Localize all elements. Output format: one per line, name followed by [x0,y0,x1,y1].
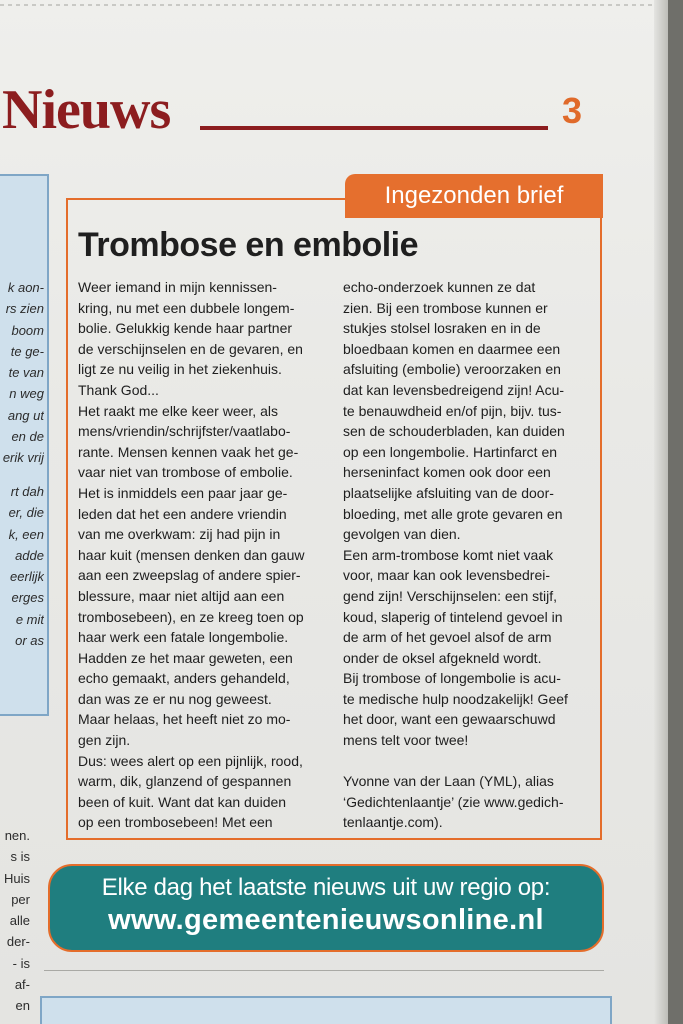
fragment-text-line: en [15,998,30,1014]
article-text-line: echo gemaakt, anders gehandeld, [78,670,290,687]
fragment-text-line: boom [11,322,44,338]
banner-tagline: Elke dag het laatste nieuws uit uw regio op: [101,874,551,901]
article-text-line: been of kuit. Want dat kan duiden [78,793,287,810]
article-text-line: haar kuit (mensen denken dan gauw [78,546,305,563]
article-column-left [78,277,326,833]
article-text-line: Dus: wees alert op een pijnlijk, rood, [78,752,303,769]
article-text-line: Hadden ze het maar geweten, een [78,649,293,666]
fragment-text-line: k aon- [7,280,44,295]
article-text-line: Het is inmiddels een paar jaar ge- [78,484,288,501]
article-text-line: bloeding, met alle grote gevaren en [343,505,563,522]
article-text-line: koud, slaperig of tintelend gevoel in [343,608,563,625]
fragment-text-line: n weg [9,386,44,402]
article-text-line: Maar helaas, het heeft niet zo mo- [78,711,291,728]
article-text-line: op een trombosebeen! Met een [78,814,273,831]
adjacent-article-fragment [0,481,44,651]
article-text-line: ‘Gedichtenlaantje’ (zie www.gedich- [343,793,564,810]
article-text-line: onder de oksel afgekneld wordt. [343,649,542,666]
article-text-line: warm, dik, glanzend of gespannen [78,773,292,790]
article-text-line: Thank God... [78,381,159,398]
adjacent-article-fragment [0,277,44,469]
article-text-line: mens/vriendin/schrijfster/vaatlabo- [78,423,291,440]
fragment-text-line: te ge- [10,343,44,359]
article-text-line: aan een zweepslag of andere spier- [78,567,301,584]
article-text-line: afsluiting (embolie) veroorzaken en [343,361,561,378]
article-text-line: mens telt voor twee! [343,732,469,749]
fragment-text-line: af- [14,977,30,993]
fragment-text-line: Huis [3,870,30,886]
article-text-line: de verschijnselen en de gevaren, en [78,340,303,357]
divider [44,970,604,971]
article-text-line: sen de schouderbladen, kan duiden [343,423,565,440]
article-text-line: van me overkwam: zij had pijn in [78,526,281,543]
fragment-text-line: e mit [15,611,44,627]
article-text-line: ligt ze nu veilig in het ziekenhuis. [78,361,282,378]
fragment-text-line: s is [10,849,30,865]
article-text-line: tenlaantje.com). [343,814,443,831]
fragment-text-line: te van [8,365,44,381]
article-column-right [343,277,595,833]
article-text-line: Een arm-trombose komt niet vaak [343,546,554,563]
article-text-line: zien. Bij een trombose kunnen er [343,299,548,316]
fragment-text-line: k, een [8,526,44,542]
page-number: 3 [562,90,583,131]
article-text-line: blessure, maar niet altijd aan een [78,587,285,604]
fragment-text-line: nen. [4,828,30,843]
article-text-line: leden dat het een andere vriendin [78,505,287,522]
fragment-text-line: en de [11,429,44,445]
banner-url: www.gemeentenieuwsonline.nl [108,904,544,936]
page-fold-shadow [654,0,668,1024]
perforation-edge [0,4,668,6]
fragment-text-line: - is [12,955,30,971]
fragment-text-line: er, die [8,505,44,521]
article-text-line: op een longembolie. Hartinfarct en [343,443,558,460]
fragment-text-line: adde [15,547,44,563]
fragment-text-line: erik vrij [2,450,44,466]
article-text-line: kring, nu met een dubbele longem- [78,299,295,316]
article-text-line: herseninfact komen ook door een [343,464,551,481]
article-text-line: te benauwdheid en/of pijn, bijv. tus- [343,402,562,419]
article-text-line: dat kan levensbedreigend zijn! Acu- [343,381,565,398]
section-title: Nieuws [2,79,171,141]
article-text-line: gend zijn! Verschijnselen: een stijf, [343,587,558,604]
article-text-line: haar werk een fatale longembolie. [78,629,289,646]
article-text-line: Bij trombose of longembolie is acu- [343,670,561,687]
article-text-line: echo-onderzoek kunnen ze dat [343,279,536,295]
masthead-rule [200,126,548,130]
next-article-box [40,996,612,1024]
article-text-line [343,751,595,772]
fragment-text-line: erges [11,590,44,606]
article-text-line: Het raakt me elke keer weer, als [78,402,278,419]
article-text-line: Yvonne van der Laan (YML), alias [343,773,554,790]
article-text-line: te medische hulp noodzakelijk! Geef [343,690,568,707]
fragment-text-line: eerlijk [10,569,44,585]
article-text-line: plaatselijke afsluiting van de door- [343,484,554,501]
fragment-text-line: ang ut [7,407,44,423]
fragment-text-line: der- [6,934,30,950]
website-banner [48,864,604,952]
fragment-text-line: or as [15,633,44,649]
fragment-text-line: per [11,891,30,907]
fragment-text-line: rt dah [10,484,44,499]
article-text-line: dan was ze er nu nog geweest. [78,690,272,707]
article-text-line: bloedbaan komen en daarmee een [343,340,561,357]
article-headline: Trombose en embolie [78,226,419,264]
article-category-tag: Ingezonden brief [345,174,603,218]
fragment-text-line: alle [9,913,30,929]
adjacent-article-fragment [0,825,30,1017]
article-text-line: stukjes stolsel losraken en in de [343,320,541,337]
article-text-line: het door, want een gewaarschuwd [343,711,556,728]
article-text-line: rante. Mensen kennen vaak het ge- [78,443,299,460]
article-text-line: trombosebeen), en ze kreeg toen op [78,608,304,625]
article-text-line: bolie. Gelukkig kende haar partner [78,320,293,337]
article-text-line: voor, maar kan ook levensbedrei- [343,567,550,584]
fragment-text-line: rs zien [5,301,44,317]
article-text-line: gen zijn. [78,732,131,749]
article-text-line: gevolgen van dien. [343,526,461,543]
article-text-line: vaar niet van trombose of embolie. [78,464,293,481]
article-text-line: de arm of het gevoel alsof de arm [343,629,552,646]
article-text-line: Weer iemand in mijn kennissen- [78,279,277,295]
